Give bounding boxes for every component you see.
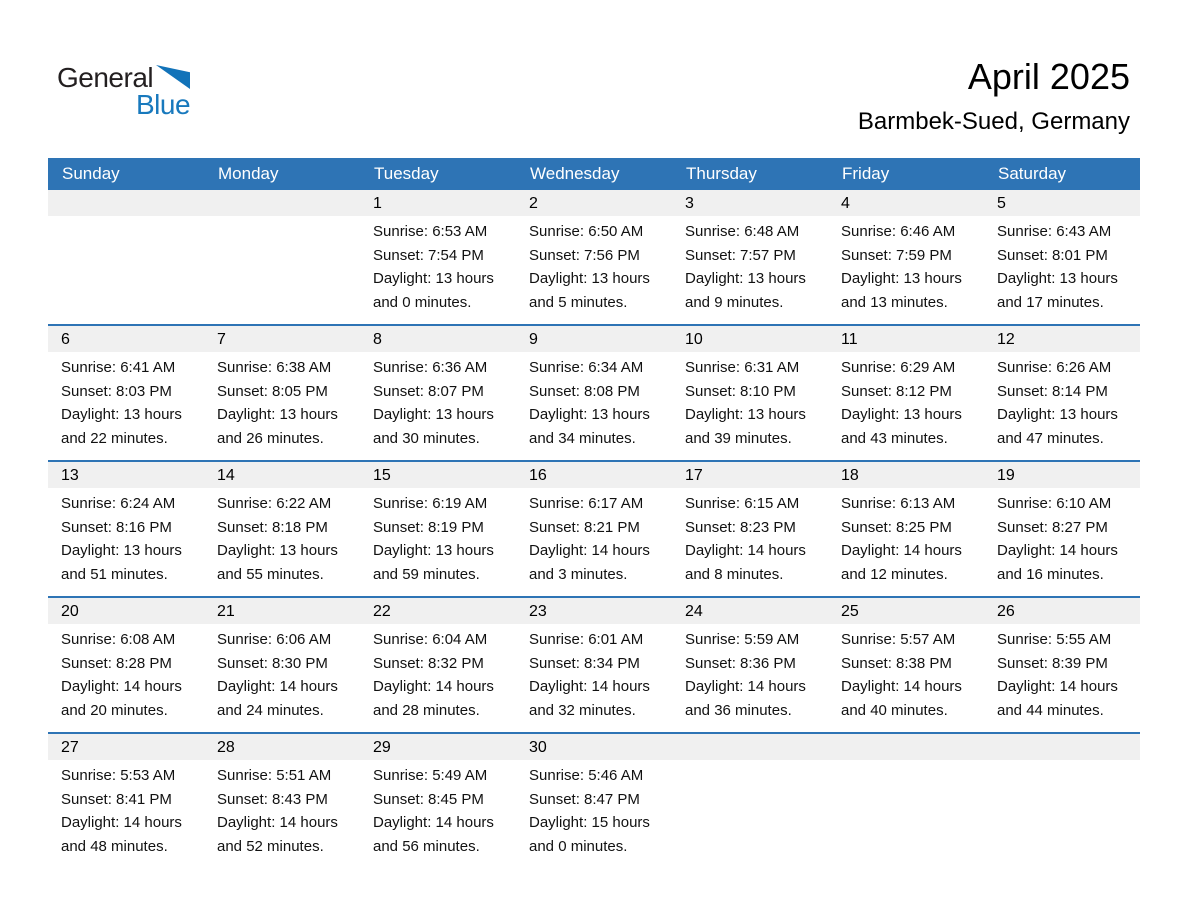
sunrise-line: Sunrise: 6:01 AM	[529, 631, 644, 648]
day-number: 17	[685, 467, 703, 484]
sunrise-line: Sunrise: 6:29 AM	[841, 359, 956, 376]
day-number: 7	[217, 331, 226, 348]
sunrise-line: Sunrise: 6:38 AM	[217, 359, 332, 376]
day-number: 4	[841, 195, 850, 212]
day-cell	[48, 760, 204, 868]
sunrise-line: Sunrise: 6:41 AM	[61, 359, 176, 376]
day-details-row	[48, 352, 1140, 460]
sunset-line: Sunset: 8:18 PM	[217, 518, 328, 536]
day-details-row	[48, 760, 1140, 868]
weekday-header-thursday: Thursday	[686, 164, 757, 183]
daylight-line-1: Daylight: 13 hours	[997, 270, 1118, 287]
sunset-line: Sunset: 8:03 PM	[61, 382, 172, 400]
day-cell	[516, 488, 672, 596]
day-number: 5	[997, 195, 1006, 212]
daylight-line-2: and 39 minutes.	[685, 429, 792, 447]
day-cell	[672, 216, 828, 324]
daylight-line-1: Daylight: 14 hours	[373, 814, 494, 831]
day-cell	[516, 216, 672, 324]
day-number: 14	[217, 467, 235, 484]
day-cell	[48, 488, 204, 596]
day-number: 12	[997, 331, 1015, 348]
week-row	[48, 732, 1140, 868]
daylight-line-2: and 13 minutes.	[841, 293, 948, 311]
logo-general-text: General	[57, 62, 154, 93]
sunset-line: Sunset: 8:32 PM	[373, 654, 484, 672]
daylight-line-2: and 32 minutes.	[529, 701, 636, 719]
sunrise-line: Sunrise: 5:46 AM	[529, 767, 644, 784]
day-number-band	[48, 462, 1140, 488]
daylight-line-2: and 48 minutes.	[61, 837, 168, 855]
weekday-header-row	[48, 158, 1140, 190]
day-cell	[828, 488, 984, 596]
sunset-line: Sunset: 8:34 PM	[529, 654, 640, 672]
weekday-header-saturday: Saturday	[998, 164, 1067, 183]
sunrise-line: Sunrise: 5:49 AM	[373, 767, 488, 784]
day-cell	[204, 760, 360, 868]
sunset-line: Sunset: 8:10 PM	[685, 382, 796, 400]
daylight-line-2: and 9 minutes.	[685, 293, 784, 311]
daylight-line-1: Daylight: 13 hours	[373, 270, 494, 287]
day-number: 19	[997, 467, 1015, 484]
day-cell	[828, 352, 984, 460]
day-cell	[48, 216, 204, 324]
sunrise-line: Sunrise: 6:24 AM	[61, 495, 176, 512]
day-number: 24	[685, 603, 703, 620]
sunset-line: Sunset: 8:16 PM	[61, 518, 172, 536]
daylight-line-2: and 0 minutes.	[373, 293, 472, 311]
daylight-line-2: and 52 minutes.	[217, 837, 324, 855]
sunrise-line: Sunrise: 6:31 AM	[685, 359, 800, 376]
sunset-line: Sunset: 8:25 PM	[841, 518, 952, 536]
sunrise-line: Sunrise: 6:06 AM	[217, 631, 332, 648]
daylight-line-1: Daylight: 14 hours	[217, 678, 338, 695]
sunrise-line: Sunrise: 5:59 AM	[685, 631, 800, 648]
day-cell	[360, 352, 516, 460]
daylight-line-2: and 20 minutes.	[61, 701, 168, 719]
day-number: 1	[373, 195, 382, 212]
day-cell	[672, 760, 828, 868]
day-number: 29	[373, 739, 391, 756]
daylight-line-1: Daylight: 14 hours	[997, 542, 1118, 559]
sunrise-line: Sunrise: 5:55 AM	[997, 631, 1112, 648]
daylight-line-1: Daylight: 13 hours	[997, 406, 1118, 423]
location-subtitle: Barmbek-Sued, Germany	[857, 108, 1130, 135]
sunrise-line: Sunrise: 6:15 AM	[685, 495, 800, 512]
daylight-line-2: and 8 minutes.	[685, 565, 784, 583]
daylight-line-2: and 0 minutes.	[529, 837, 628, 855]
daylight-line-1: Daylight: 13 hours	[529, 406, 650, 423]
title-block	[858, 56, 1130, 136]
calendar-weeks	[48, 190, 1140, 868]
day-number: 30	[529, 739, 547, 756]
sunset-line: Sunset: 8:07 PM	[373, 382, 484, 400]
day-cell	[204, 216, 360, 324]
day-number	[672, 734, 828, 761]
sunrise-line: Sunrise: 6:48 AM	[685, 223, 800, 240]
daylight-line-2: and 24 minutes.	[217, 701, 324, 719]
day-number	[48, 190, 204, 217]
daylight-line-2: and 5 minutes.	[529, 293, 628, 311]
sunrise-line: Sunrise: 6:10 AM	[997, 495, 1112, 512]
sunrise-line: Sunrise: 6:04 AM	[373, 631, 488, 648]
weekday-header-sunday: Sunday	[62, 164, 120, 183]
sunset-line: Sunset: 8:36 PM	[685, 654, 796, 672]
day-cell	[48, 624, 204, 732]
daylight-line-2: and 30 minutes.	[373, 429, 480, 447]
day-number: 8	[373, 331, 382, 348]
day-cell	[828, 760, 984, 868]
weekday-header-wednesday: Wednesday	[530, 164, 620, 183]
day-number: 3	[685, 195, 694, 212]
sunset-line: Sunset: 8:30 PM	[217, 654, 328, 672]
day-number: 6	[61, 331, 70, 348]
daylight-line-2: and 26 minutes.	[217, 429, 324, 447]
day-cell	[48, 352, 204, 460]
daylight-line-1: Daylight: 13 hours	[61, 542, 182, 559]
daylight-line-1: Daylight: 13 hours	[61, 406, 182, 423]
day-number: 15	[373, 467, 391, 484]
daylight-line-2: and 43 minutes.	[841, 429, 948, 447]
day-number: 18	[841, 467, 859, 484]
day-cell	[828, 624, 984, 732]
sunset-line: Sunset: 8:19 PM	[373, 518, 484, 536]
daylight-line-1: Daylight: 14 hours	[217, 814, 338, 831]
sunrise-line: Sunrise: 6:17 AM	[529, 495, 644, 512]
daylight-line-1: Daylight: 13 hours	[841, 270, 962, 287]
day-number-band	[48, 734, 1140, 760]
sunset-line: Sunset: 7:59 PM	[841, 246, 952, 264]
daylight-line-2: and 51 minutes.	[61, 565, 168, 583]
day-number: 22	[373, 603, 391, 620]
sunset-line: Sunset: 8:21 PM	[529, 518, 640, 536]
day-details-row	[48, 216, 1140, 324]
day-number	[828, 734, 984, 761]
day-cell	[204, 352, 360, 460]
day-cell	[360, 216, 516, 324]
sunrise-line: Sunrise: 6:26 AM	[997, 359, 1112, 376]
sunrise-line: Sunrise: 6:22 AM	[217, 495, 332, 512]
day-number: 28	[217, 739, 235, 756]
sunrise-line: Sunrise: 6:46 AM	[841, 223, 956, 240]
day-number: 10	[685, 331, 703, 348]
daylight-line-2: and 36 minutes.	[685, 701, 792, 719]
triangle-icon	[156, 65, 190, 89]
day-cell	[204, 488, 360, 596]
sunset-line: Sunset: 8:45 PM	[373, 790, 484, 808]
day-cell	[516, 352, 672, 460]
day-number: 26	[997, 603, 1015, 620]
daylight-line-1: Daylight: 14 hours	[997, 678, 1118, 695]
daylight-line-1: Daylight: 14 hours	[529, 678, 650, 695]
daylight-line-2: and 34 minutes.	[529, 429, 636, 447]
sunset-line: Sunset: 8:23 PM	[685, 518, 796, 536]
calendar-table	[48, 158, 1140, 868]
daylight-line-1: Daylight: 13 hours	[685, 270, 806, 287]
day-number: 25	[841, 603, 859, 620]
daylight-line-1: Daylight: 14 hours	[841, 678, 962, 695]
sunrise-line: Sunrise: 5:57 AM	[841, 631, 956, 648]
daylight-line-2: and 28 minutes.	[373, 701, 480, 719]
sunset-line: Sunset: 7:56 PM	[529, 246, 640, 264]
day-cell	[984, 760, 1140, 868]
daylight-line-1: Daylight: 13 hours	[529, 270, 650, 287]
sunset-line: Sunset: 8:05 PM	[217, 382, 328, 400]
sunset-line: Sunset: 8:47 PM	[529, 790, 640, 808]
day-cell	[360, 760, 516, 868]
sunset-line: Sunset: 8:01 PM	[997, 246, 1108, 264]
daylight-line-1: Daylight: 13 hours	[217, 542, 338, 559]
sunset-line: Sunset: 8:39 PM	[997, 654, 1108, 672]
daylight-line-1: Daylight: 14 hours	[841, 542, 962, 559]
sunrise-line: Sunrise: 6:53 AM	[373, 223, 488, 240]
sunrise-line: Sunrise: 5:53 AM	[61, 767, 176, 784]
week-row	[48, 190, 1140, 324]
week-row	[48, 324, 1140, 460]
sunset-line: Sunset: 8:38 PM	[841, 654, 952, 672]
daylight-line-2: and 47 minutes.	[997, 429, 1104, 447]
sunset-line: Sunset: 8:08 PM	[529, 382, 640, 400]
day-cell	[828, 216, 984, 324]
general-blue-logo	[57, 62, 227, 124]
daylight-line-2: and 44 minutes.	[997, 701, 1104, 719]
sunset-line: Sunset: 8:43 PM	[217, 790, 328, 808]
day-number	[984, 734, 1140, 761]
day-number: 27	[61, 739, 79, 756]
sunset-line: Sunset: 8:41 PM	[61, 790, 172, 808]
sunset-line: Sunset: 8:28 PM	[61, 654, 172, 672]
daylight-line-2: and 56 minutes.	[373, 837, 480, 855]
sunrise-line: Sunrise: 6:19 AM	[373, 495, 488, 512]
day-number: 9	[529, 331, 538, 348]
weekday-header-friday: Friday	[842, 164, 890, 183]
sunset-line: Sunset: 7:54 PM	[373, 246, 484, 264]
sunset-line: Sunset: 8:12 PM	[841, 382, 952, 400]
day-cell	[204, 624, 360, 732]
day-number-band	[48, 598, 1140, 624]
day-cell	[984, 624, 1140, 732]
daylight-line-1: Daylight: 13 hours	[217, 406, 338, 423]
daylight-line-1: Daylight: 14 hours	[685, 542, 806, 559]
sunrise-line: Sunrise: 6:43 AM	[997, 223, 1112, 240]
day-cell	[984, 488, 1140, 596]
sunrise-line: Sunrise: 6:08 AM	[61, 631, 176, 648]
day-number-band	[48, 326, 1140, 352]
sunrise-line: Sunrise: 6:50 AM	[529, 223, 644, 240]
day-details-row	[48, 624, 1140, 732]
daylight-line-1: Daylight: 13 hours	[841, 406, 962, 423]
weekday-header-tuesday: Tuesday	[374, 164, 439, 183]
day-number-band	[48, 190, 1140, 216]
daylight-line-1: Daylight: 14 hours	[61, 814, 182, 831]
day-number: 20	[61, 603, 79, 620]
daylight-line-1: Daylight: 14 hours	[685, 678, 806, 695]
daylight-line-1: Daylight: 15 hours	[529, 814, 650, 831]
sunset-line: Sunset: 8:27 PM	[997, 518, 1108, 536]
day-number: 13	[61, 467, 79, 484]
day-number: 21	[217, 603, 235, 620]
daylight-line-1: Daylight: 14 hours	[61, 678, 182, 695]
day-cell	[360, 624, 516, 732]
daylight-line-2: and 59 minutes.	[373, 565, 480, 583]
sunrise-line: Sunrise: 6:34 AM	[529, 359, 644, 376]
day-cell	[516, 760, 672, 868]
sunrise-line: Sunrise: 6:36 AM	[373, 359, 488, 376]
day-cell	[672, 352, 828, 460]
daylight-line-1: Daylight: 13 hours	[373, 542, 494, 559]
daylight-line-2: and 17 minutes.	[997, 293, 1104, 311]
day-number: 11	[841, 331, 858, 348]
logo-blue-text: Blue	[136, 89, 191, 120]
day-cell	[672, 624, 828, 732]
daylight-line-2: and 22 minutes.	[61, 429, 168, 447]
sunrise-line: Sunrise: 5:51 AM	[217, 767, 332, 784]
daylight-line-2: and 16 minutes.	[997, 565, 1104, 583]
page-title: April 2025	[967, 56, 1130, 97]
day-number: 23	[529, 603, 547, 620]
day-cell	[672, 488, 828, 596]
day-number: 2	[529, 195, 538, 212]
daylight-line-1: Daylight: 13 hours	[685, 406, 806, 423]
day-cell	[360, 488, 516, 596]
daylight-line-2: and 55 minutes.	[217, 565, 324, 583]
weekday-header-monday: Monday	[218, 164, 279, 183]
sunset-line: Sunset: 7:57 PM	[685, 246, 796, 264]
daylight-line-2: and 3 minutes.	[529, 565, 628, 583]
sunset-line: Sunset: 8:14 PM	[997, 382, 1108, 400]
daylight-line-2: and 12 minutes.	[841, 565, 948, 583]
day-cell	[984, 216, 1140, 324]
day-details-row	[48, 488, 1140, 596]
daylight-line-1: Daylight: 14 hours	[529, 542, 650, 559]
daylight-line-2: and 40 minutes.	[841, 701, 948, 719]
week-row	[48, 460, 1140, 596]
day-cell	[516, 624, 672, 732]
sunrise-line: Sunrise: 6:13 AM	[841, 495, 956, 512]
day-number: 16	[529, 467, 547, 484]
week-row	[48, 596, 1140, 732]
day-number	[204, 190, 360, 217]
daylight-line-1: Daylight: 14 hours	[373, 678, 494, 695]
daylight-line-1: Daylight: 13 hours	[373, 406, 494, 423]
day-cell	[984, 352, 1140, 460]
